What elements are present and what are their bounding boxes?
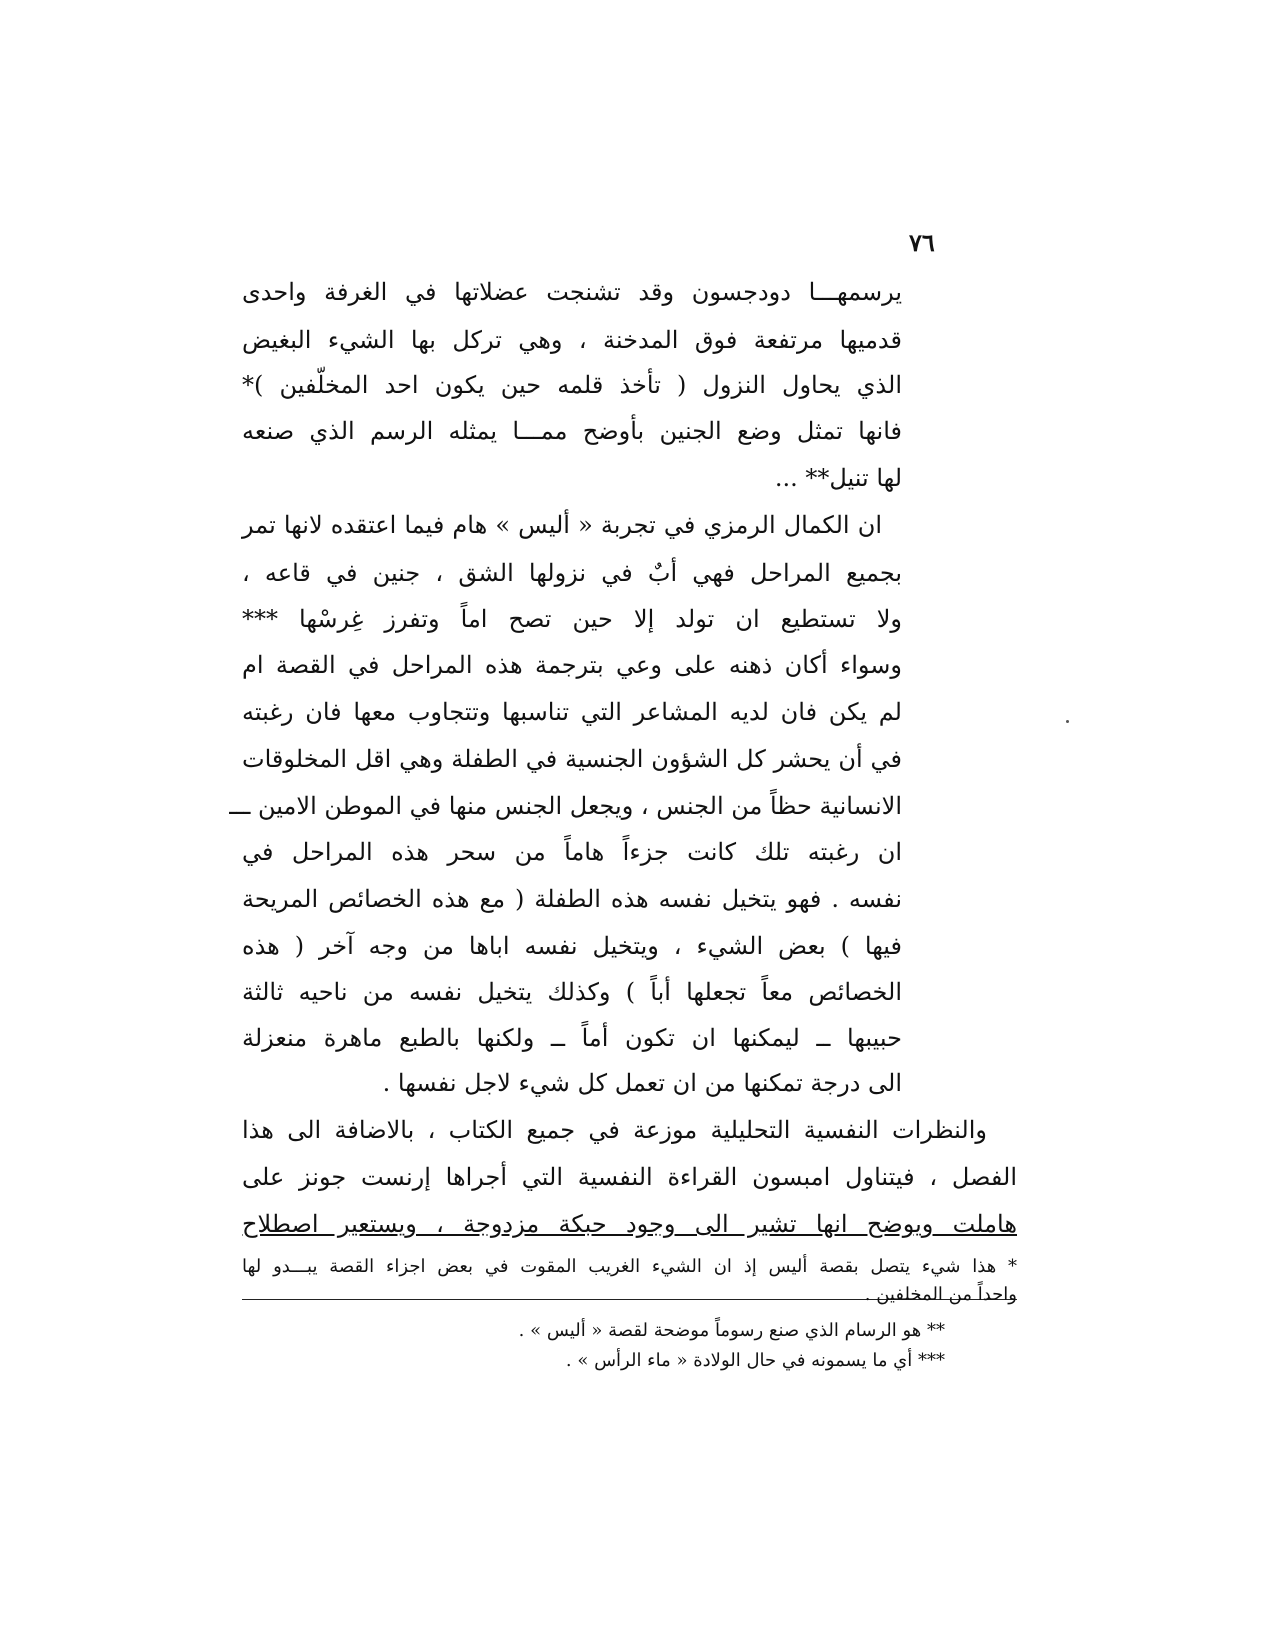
paragraph-line: وسواء أكان ذهنه على وعي بترجمة هذه المراحل في القصة ام [242,651,902,679]
paragraph-line: هاملت ويوضح انها تشير الى وجود حبكة مزدوجة ، ويستعير اصطلاح [242,1210,1017,1238]
paragraph-line: حبيبها ــ ليمكنها ان تكون أماً ــ ولكنها بالطبع ماهرة منعزلة [242,1024,902,1052]
scan-speck [1066,720,1069,723]
footnote-3: *** أي ما يسمونه في حال الولادة « ماء الرأس » . [565,1350,945,1371]
footnote-1-line-2: واحداً من المخلفين . [864,1284,1017,1305]
paragraph-line: لم يكن فان لديه المشاعر التي تناسبها وتتجاوب معها فان رغبته [242,698,902,726]
paragraph-line: الفصل ، فيتناول امبسون القراءة النفسية التي أجراها إرنست جونز على [242,1163,1017,1191]
paragraph-line: الانسانية حظاً من الجنس ، ويجعل الجنس منها في الموطن الامين ـــ [229,792,902,820]
paragraph-line: نفسه . فهو يتخيل نفسه هذه الطفلة ( مع هذه الخصائص المريحة [242,885,902,913]
quote-line: قدميها مرتفعة فوق المدخنة ، وهي تركل بها الشيء البغيض [242,326,902,354]
quote-line: فانها تمثل وضع الجنين بأوضح ممـــا يمثله الرسم الذي صنعه [242,417,902,445]
paragraph-line: ان رغبته تلك كانت جزءاً هاماً من سحر هذه المراحل في [242,838,902,866]
paragraph-line: الى درجة تمكنها من ان تعمل كل شيء لاجل نفسها . [382,1069,902,1097]
paragraph-line: ان الكمال الرمزي في تجربة « أليس » هام فيما اعتقده لانها تمر [242,511,882,539]
paragraph-line: الخصائص معاً تجعلها أباً ) وكذلك يتخيل نفسه من ناحيه ثالثة [242,978,902,1006]
footnote-2: ** هو الرسام الذي صنع رسوماً موضحة لقصة « أليس » . [518,1320,945,1341]
quote-line: يرسمهـــا دودجسون وقد تشنجت عضلاتها في الغرفة واحدى [242,278,902,306]
paragraph-line: في أن يحشر كل الشؤون الجنسية في الطفلة وهي اقل المخلوقات [242,745,902,773]
quote-line: لها تنيل** ... [774,464,902,492]
paragraph-line: ولا تستطيع ان تولد إلا حين تصح اماً وتفرز غِرسْها *** [242,605,902,633]
paragraph-line: والنظرات النفسية التحليلية موزعة في جميع الكتاب ، بالاضافة الى هذا [242,1116,987,1144]
page-number: ٧٦ [909,228,935,257]
quote-line: الذي يحاول النزول ( تأخذ قلمه حين يكون احد المخلّفين )* [242,371,902,399]
paragraph-line: بجميع المراحل فهي أبٌ في نزولها الشق ، جنين في قاعه ، [242,559,902,587]
footnote-1-line-1: * هذا شيء يتصل بقصة أليس إذ ان الشيء الغريب المقوت في بعض اجزاء القصة يبـــدو لها [242,1256,1017,1277]
paragraph-line: فيها ) بعض الشيء ، ويتخيل نفسه اباها من وجه آخر ( هذه [242,932,902,960]
